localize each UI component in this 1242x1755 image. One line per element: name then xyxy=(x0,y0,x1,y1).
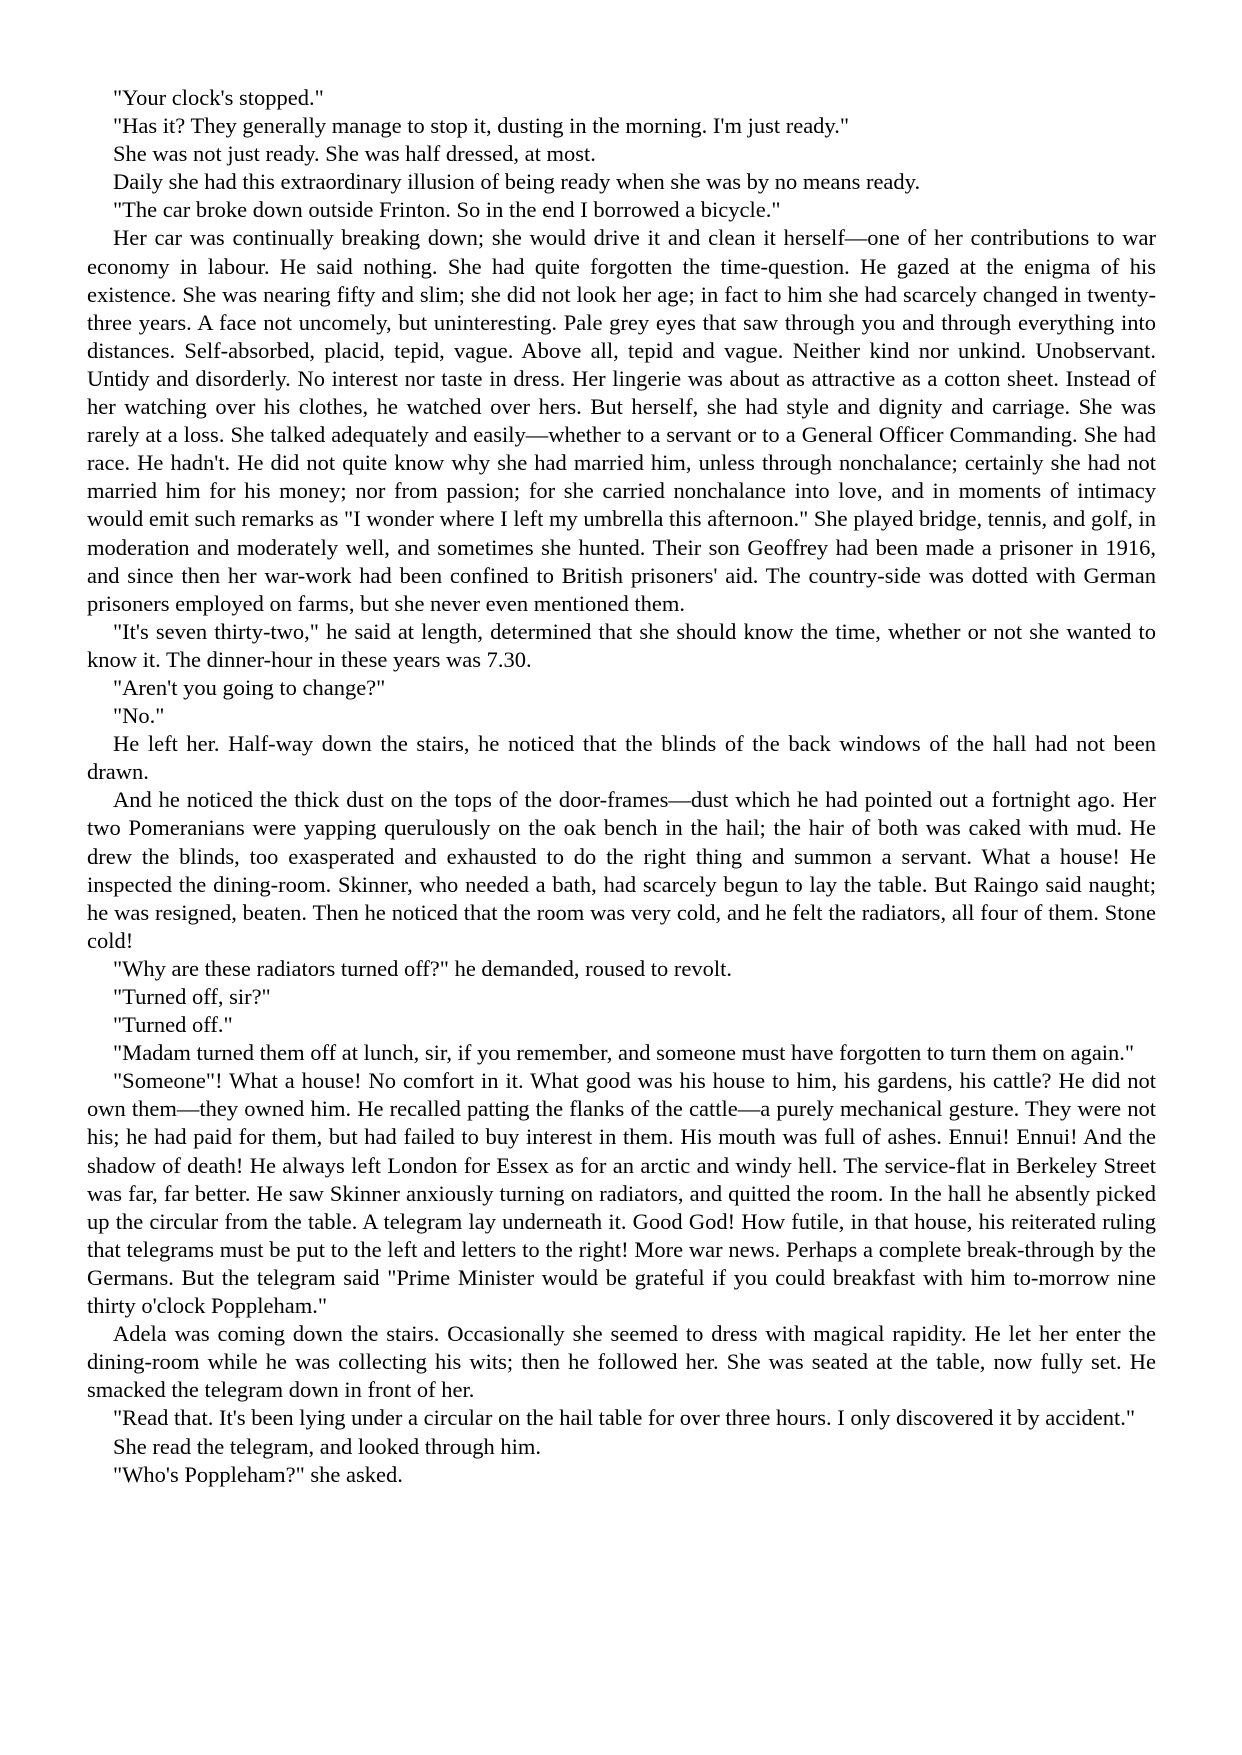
paragraph: "It's seven thirty-two," he said at length, determined that she should know the time, whether or not she wanted to know it. The dinner-hour in these years was 7.30. xyxy=(87,618,1156,672)
book-page-text xyxy=(87,84,1156,1489)
paragraph: And he noticed the thick dust on the tops of the door-frames—dust which he had pointed out a fortnight ago. Her two Pomeranians were yapping querulously on the oak bench in the hail; the hair of both was caked with mud. He drew the blinds, too exasperated and exhausted to do the right thing and summon a servant. What a house! He inspected the dining-room. Skinner, who needed a bath, had scarcely begun to lay the table. But Raingo said naught; he was resigned, beaten. Then he noticed that the room was very cold, and he felt the radiators, all four of them. Stone cold! xyxy=(87,787,1156,953)
paragraph: "Turned off." xyxy=(113,1012,233,1038)
paragraph: "No." xyxy=(113,703,165,729)
paragraph: "Has it? They generally manage to stop it, dusting in the morning. I'm just ready." xyxy=(113,113,850,139)
paragraph: He left her. Half-way down the stairs, he noticed that the blinds of the back windows of the hall had not been drawn. xyxy=(87,731,1156,785)
paragraph: "Madam turned them off at lunch, sir, if you remember, and someone must have forgotten to turn them on again." xyxy=(113,1040,1135,1066)
paragraph: She was not just ready. She was half dressed, at most. xyxy=(113,141,596,167)
paragraph: Her car was continually breaking down; she would drive it and clean it herself—one of her contributions to war economy in labour. He said nothing. She had quite forgotten the time-question. He gazed at the enigma of his existence. She was nearing fifty and slim; she did not look her age; in fact to him she had scarcely changed in twenty-three years. A face not uncomely, but uninteresting. Pale grey eyes that saw through you and through everything into distances. Self-absorbed, placid, tepid, vague. Above all, tepid and vague. Neither kind nor unkind. Unobservant. Untidy and disorderly. No interest nor taste in dress. Her lingerie was about as attractive as a cotton sheet. Instead of her watching over his clothes, he watched over hers. But herself, she had style and dignity and carriage. She was rarely at a loss. She talked adequately and easily—whether to a servant or to a General Officer Commanding. She had race. He hadn't. He did not quite know why she had married him, unless through nonchalance; certainly she had not married him for his money; nor from passion; for she carried nonchalance into love, and in moments of intimacy would emit such remarks as "I wonder where I left my umbrella this afternoon." She played bridge, tennis, and golf, in moderation and moderately well, and sometimes she hunted. Their son Geoffrey had been made a prisoner in 1916, and since then her war-work had been confined to British prisoners' aid. The country-side was dotted with German prisoners employed on farms, but she never even mentioned them. xyxy=(87,225,1156,616)
paragraph: "Your clock's stopped." xyxy=(113,85,324,110)
paragraph: "Who's Poppleham?" she asked. xyxy=(113,1461,403,1487)
paragraph: Adela was coming down the stairs. Occasionally she seemed to dress with magical rapidity. He let her enter the dining-room while he was collecting his wits; then he followed her. She was seated at the table, now fully set. He smacked the telegram down in front of her. xyxy=(87,1321,1156,1403)
paragraph: "Read that. It's been lying under a circular on the hail table for over three hours. I only discovered it by accident." xyxy=(113,1405,1136,1431)
paragraph: She read the telegram, and looked through him. xyxy=(113,1433,542,1459)
paragraph: "Aren't you going to change?" xyxy=(113,674,386,700)
paragraph: "The car broke down outside Frinton. So in the end I borrowed a bicycle." xyxy=(113,197,781,223)
paragraph: "Someone"! What a house! No comfort in it. What good was his house to him, his gardens, his cattle? He did not own them—they owned him. He recalled patting the flanks of the cattle—a purely mechanical gesture. They were not his; he had paid for them, but had failed to buy interest in them. His mouth was full of ashes. Ennui! Ennui! And the shadow of death! He always left London for Essex as for an arctic and windy hell. The service-flat in Berkeley Street was far, far better. He saw Skinner anxiously turning on radiators, and quitted the room. In the hall he absently picked up the circular from the table. A telegram lay underneath it. Good God! How futile, in that house, his reiterated ruling that telegrams must be put to the left and letters to the right! More war news. Perhaps a complete break-through by the Germans. But the telegram said "Prime Minister would be grateful if you could breakfast with him to-morrow nine thirty o'clock Poppleham." xyxy=(87,1068,1156,1319)
paragraph: Daily she had this extraordinary illusion of being ready when she was by no means ready. xyxy=(113,169,921,195)
paragraph: "Why are these radiators turned off?" he demanded, roused to revolt. xyxy=(113,955,732,981)
paragraph: "Turned off, sir?" xyxy=(113,984,271,1009)
